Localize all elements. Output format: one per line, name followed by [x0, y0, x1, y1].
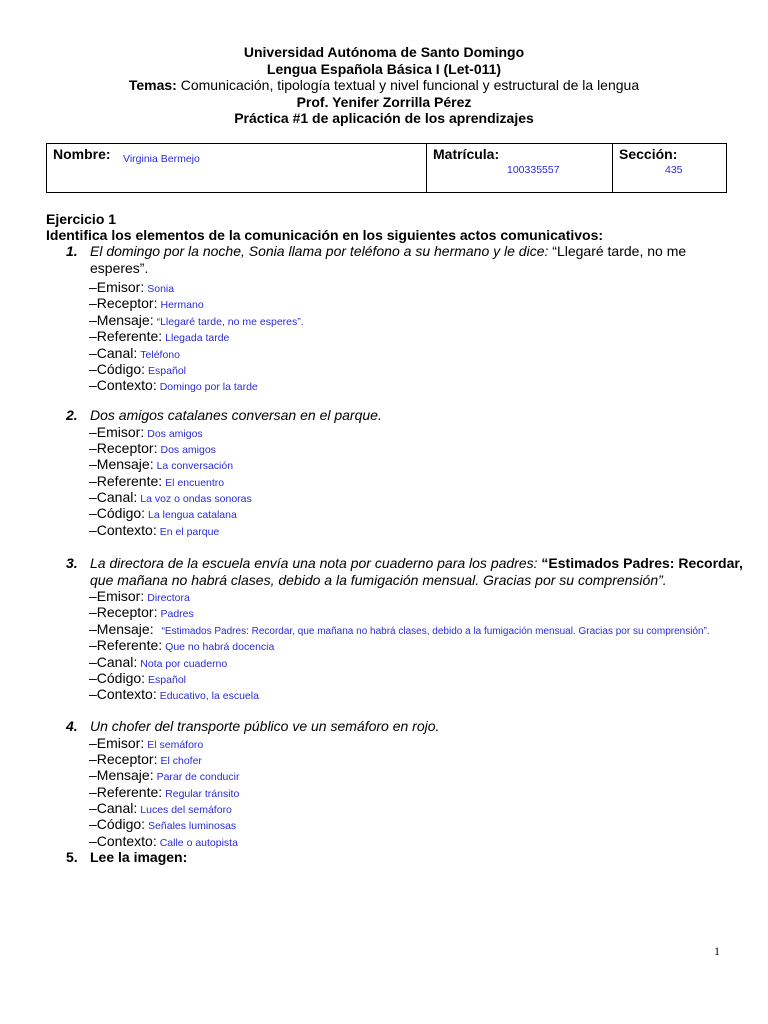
contexto-row — [89, 377, 746, 393]
emisor-row — [89, 588, 746, 604]
mensaje-row — [89, 621, 746, 637]
codigo-answer: Señales luminosas — [148, 820, 237, 833]
contexto-answer: Domingo por la tarde — [159, 381, 258, 394]
receptor-label: –Receptor: — [89, 295, 158, 312]
question-prompt — [66, 243, 746, 276]
question-prompt — [66, 555, 746, 588]
contexto-label: –Contexto: — [89, 686, 157, 703]
emisor-row — [89, 279, 746, 295]
codigo-row — [89, 361, 746, 377]
contexto-label: –Contexto: — [89, 377, 157, 394]
mensaje-answer: La conversación — [156, 460, 234, 473]
question-3 — [66, 555, 746, 703]
emisor-answer: Dos amigos — [147, 427, 203, 440]
codigo-row — [89, 670, 746, 686]
receptor-row — [89, 604, 746, 620]
name-cell — [47, 144, 427, 193]
prompt-quote: “Llegaré tarde, no me esperes”. — [90, 243, 687, 276]
name-label: Nombre: — [53, 146, 111, 162]
student-name: Virginia Bermejo — [123, 153, 200, 165]
receptor-answer: Hermano — [160, 299, 204, 312]
mensaje-answer: Parar de conducir — [156, 771, 240, 784]
question-number: 1. — [66, 243, 78, 259]
mensaje-row — [89, 767, 746, 783]
emisor-answer: Sonia — [147, 283, 175, 295]
referente-label: –Referente: — [89, 783, 163, 800]
receptor-row — [89, 295, 746, 311]
practice-title: Práctica #1 de aplicación de los aprendizajes — [234, 110, 534, 127]
prompt-quote-continued: que mañana no habrá clases, debido a la fumigación mensual. Gracias por su comprensión”. — [90, 571, 667, 588]
contexto-row — [89, 686, 746, 702]
prompt-text: Un chofer del transporte público ve un semáforo en rojo. — [90, 718, 440, 734]
receptor-row — [89, 751, 746, 767]
emisor-label: –Emisor: — [89, 588, 145, 604]
contexto-row — [89, 522, 746, 538]
section-label: Sección: — [619, 146, 678, 162]
university-title: Universidad Autónoma de Santo Domingo — [243, 44, 525, 60]
mensaje-label: –Mensaje: — [89, 456, 154, 473]
id-cell — [427, 144, 613, 193]
question-4 — [66, 718, 746, 849]
canal-label: –Canal: — [89, 489, 138, 506]
canal-row — [89, 654, 746, 670]
question-number: 5. — [66, 849, 78, 865]
canal-label: –Canal: — [89, 653, 138, 670]
page-number: 1 — [714, 944, 720, 958]
section-cell — [613, 144, 727, 193]
codigo-row — [89, 816, 746, 832]
contexto-answer: En el parque — [159, 525, 220, 538]
canal-answer: La voz o ondas sonoras — [140, 493, 252, 506]
receptor-answer: Dos amigos — [160, 443, 216, 456]
student-section: 435 — [665, 164, 683, 176]
question-prompt — [66, 407, 746, 424]
contexto-label: –Contexto: — [89, 521, 157, 538]
topics-text: Comunicación, tipología textual y nivel funcional y estructural de la lengua — [180, 77, 640, 94]
codigo-answer: Español — [148, 673, 186, 686]
mensaje-row — [89, 456, 746, 472]
codigo-answer: Español — [148, 364, 186, 377]
contexto-label: –Contexto: — [89, 832, 157, 849]
codigo-label: –Código: — [89, 505, 146, 522]
receptor-row — [89, 440, 746, 456]
prompt-text: La directora de la escuela envía una nota por cuaderno para los padres: — [90, 555, 542, 571]
mensaje-answer: “Llegaré tarde, no me esperes”. — [156, 315, 304, 328]
prompt-text: El domingo por la noche, Sonia llama por teléfono a su hermano y le dice: — [90, 243, 553, 259]
contexto-row — [89, 833, 746, 849]
emisor-label: –Emisor: — [89, 734, 145, 751]
question-prompt — [66, 718, 746, 735]
referente-answer: El encuentro — [165, 476, 225, 489]
contexto-answer: Educativo, la escuela — [159, 690, 259, 703]
canal-answer: Teléfono — [140, 348, 180, 361]
codigo-answer: La lengua catalana — [148, 509, 237, 522]
referente-row — [89, 328, 746, 344]
student-info-table — [46, 143, 727, 193]
referente-answer: Que no habrá docencia — [165, 641, 275, 654]
prompt-text: Dos amigos catalanes conversan en el parque. — [90, 407, 382, 423]
prompt-quote: “Estimados Padres: Recordar, — [541, 555, 743, 571]
mensaje-label: –Mensaje: — [89, 620, 154, 637]
mensaje-row — [89, 312, 746, 328]
canal-row — [89, 489, 746, 505]
question-number: 2. — [66, 407, 78, 423]
exercise-title: Ejercicio 1 — [46, 211, 117, 227]
emisor-answer: El semáforo — [147, 738, 204, 751]
codigo-label: –Código: — [89, 360, 146, 377]
question-1 — [66, 243, 746, 394]
emisor-row — [89, 424, 746, 440]
referente-label: –Referente: — [89, 637, 163, 654]
question-5-text: Lee la imagen: — [90, 849, 188, 865]
emisor-label: –Emisor: — [89, 279, 145, 295]
receptor-answer: Padres — [160, 608, 194, 621]
professor-name: Prof. Yenifer Zorrilla Pérez — [296, 93, 472, 110]
codigo-label: –Código: — [89, 669, 146, 686]
receptor-label: –Receptor: — [89, 750, 158, 767]
student-id: 100335557 — [507, 164, 560, 176]
referente-row — [89, 784, 746, 800]
emisor-answer: Directora — [147, 592, 190, 604]
canal-answer: Nota por cuaderno — [140, 657, 228, 670]
receptor-label: –Receptor: — [89, 604, 158, 621]
question-number: 4. — [66, 718, 78, 734]
question-5 — [66, 849, 187, 865]
canal-row — [89, 345, 746, 361]
referente-answer: Llegada tarde — [165, 332, 230, 345]
emisor-row — [89, 735, 746, 751]
topics-line — [0, 77, 768, 94]
canal-label: –Canal: — [89, 344, 138, 361]
receptor-label: –Receptor: — [89, 439, 158, 456]
canal-row — [89, 800, 746, 816]
codigo-label: –Código: — [89, 816, 146, 833]
topics-label: Temas: — [128, 77, 177, 94]
exercise-instruction: Identifica los elementos de la comunicación en los siguientes actos comunicativos: — [46, 227, 604, 243]
referente-label: –Referente: — [89, 472, 163, 489]
mensaje-label: –Mensaje: — [89, 767, 154, 784]
question-2 — [66, 407, 746, 538]
canal-answer: Luces del semáforo — [140, 804, 232, 817]
receptor-answer: El chofer — [160, 754, 202, 767]
referente-label: –Referente: — [89, 328, 163, 345]
mensaje-answer: “Estimados Padres: Recordar, que mañana no habrá clases, debido a la fumigación mensual. Gracias por su comprensión”. — [161, 625, 710, 637]
id-label: Matrícula: — [433, 146, 500, 162]
contexto-answer: Calle o autopista — [159, 836, 238, 849]
referente-row — [89, 637, 746, 653]
document-header — [0, 44, 768, 127]
course-title: Lengua Española Básica I (Let-011) — [266, 60, 502, 77]
referente-answer: Regular tránsito — [165, 787, 240, 800]
question-number: 3. — [66, 555, 78, 571]
mensaje-label: –Mensaje: — [89, 311, 154, 328]
canal-label: –Canal: — [89, 800, 138, 817]
codigo-row — [89, 505, 746, 521]
emisor-label: –Emisor: — [89, 423, 145, 440]
referente-row — [89, 473, 746, 489]
